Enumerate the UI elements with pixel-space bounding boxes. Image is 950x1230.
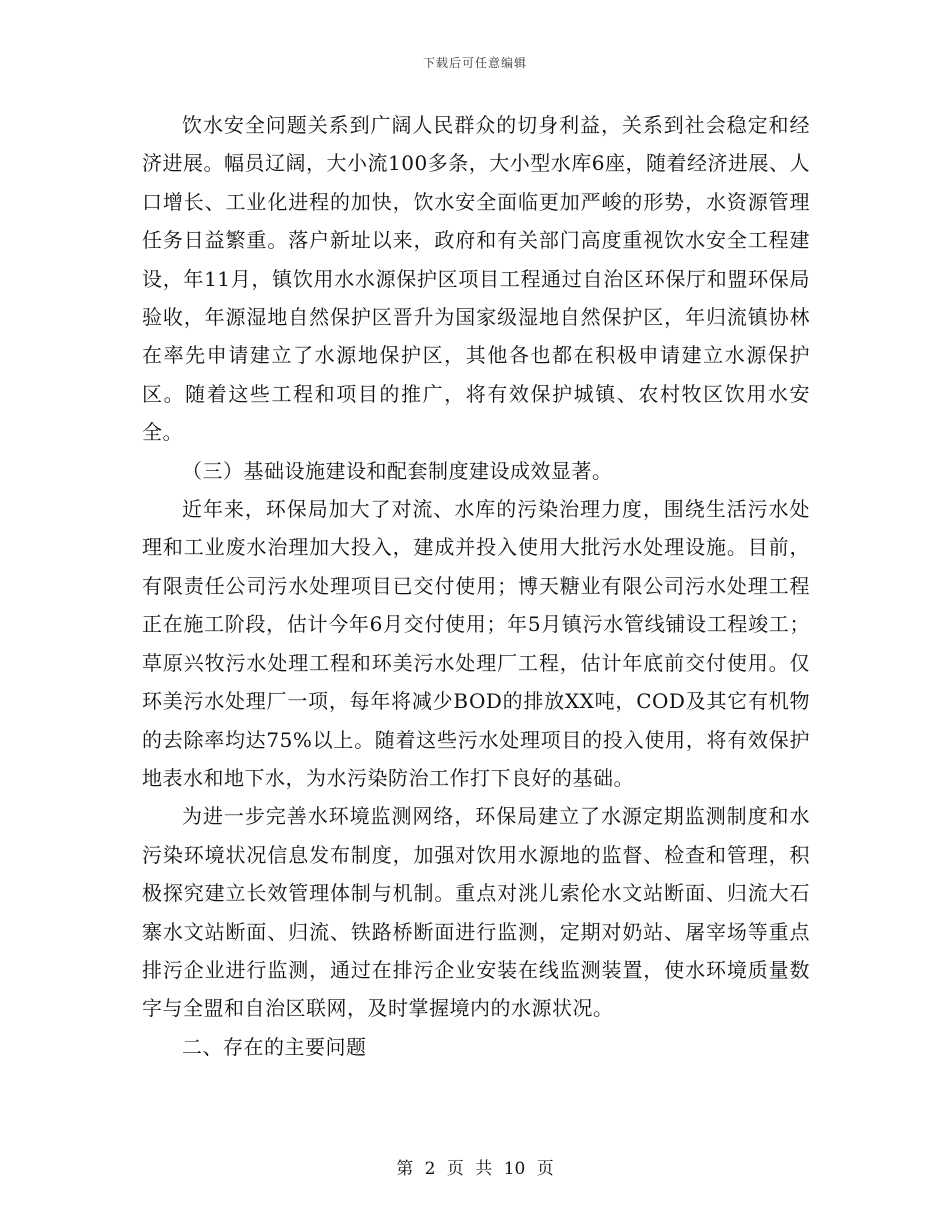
paragraph-water-safety: 饮水安全问题关系到广阔人民群众的切身利益，关系到社会稳定和经济进展。幅员辽阔，大小流100多条，大小型水库6座，随着经济进展、人口增长、工业化进程的加快，饮水安全面临更加严峻的形势，水资源管理任务日益繁重。落户新址以来，政府和有关部门高度重视饮水安全工程建设，年11月，镇饮用水水源保护区项目工程通过自治区环保厅和盟环保局验收，年源湿地自然保护区晋升为国家级湿地自然保护区，年归流镇协林在率先申请建立了水源地保护区，其他各也都在积极申请建立水源保护区。随着这些工程和项目的推广，将有效保护城镇、农村牧区饮用水安全。 (142, 113, 810, 445)
section-heading-infrastructure: （三）基础设施建设和配套制度建设成效显著。 (182, 458, 613, 483)
page-footer: 第 2 页 共 10 页 (396, 1159, 554, 1179)
paragraph-wastewater-treatment: 近年来，环保局加大了对流、水库的污染治理力度，围绕生活污水处理和工业废水治理加大投入，建成并投入使用大批污水处理设施。目前，有限责任公司污水处理项目已交付使用；博天糖业有限公司污水处理工程正在施工阶段，估计今年6月交付使用；年5月镇污水管线铺设工程竣工；草原兴牧污水处理工程和环美污水处理厂工程，估计年底前交付使用。仅环美污水处理厂一项，每年将减少BOD的排放XX吨，COD及其它有机物的去除率均达75%以上。随着这些污水处理项目的投入使用，将有效保护地表水和地下水，为水污染防治工作打下良好的基础。 (142, 497, 810, 790)
page-header: 下载后可任意编辑 (422, 56, 527, 70)
document-body (142, 106, 810, 1066)
paragraph-monitoring-network: 为进一步完善水环境监测网络，环保局建立了水源定期监测制度和水污染环境状况信息发布制度，加强对饮用水源地的监督、检查和管理，积极探究建立长效管理体制与机制。重点对洮儿索伦水文站断面、归流大石寨水文站断面、归流、铁路桥断面进行监测，定期对奶站、屠宰场等重点排污企业进行监测，通过在排污企业安装在线监测装置，使水环境质量数字与全盟和自治区联网，及时掌握境内的水源状况。 (142, 804, 810, 1021)
section-heading-main-problems: 二、存在的主要问题 (182, 1034, 367, 1059)
